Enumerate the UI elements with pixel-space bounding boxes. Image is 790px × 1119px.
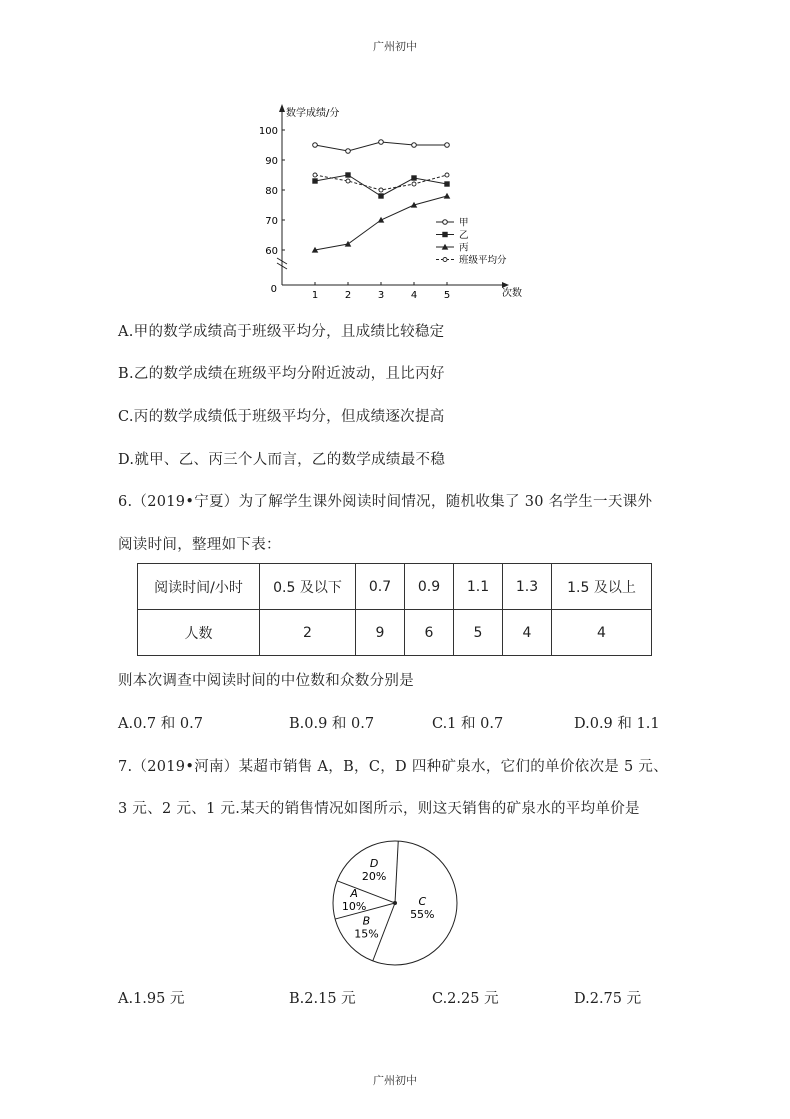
data-point bbox=[378, 217, 385, 223]
x-tick-label: 4 bbox=[410, 290, 418, 301]
table-header-cell: 0.7 bbox=[356, 564, 405, 610]
pie-slice-percent: 15% bbox=[354, 927, 379, 941]
q6-question: 则本次调查中阅读时间的中位数和众数分别是 bbox=[118, 673, 414, 689]
table-row bbox=[138, 610, 652, 656]
pie-slice-percent: 10% bbox=[341, 899, 367, 913]
x-tick-label: 5 bbox=[443, 290, 451, 301]
legend-marker bbox=[443, 258, 447, 262]
q7-stem-line1: 7.（2019•河南）某超市销售 A，B，C，D 四种矿泉水，它们的单价依次是 5 元、 bbox=[118, 759, 668, 775]
q5-option-b: B.乙的数学成绩在班级平均分附近波动，且比丙好 bbox=[118, 366, 445, 382]
q6-option-a: A.0.7 和 0.7 bbox=[118, 716, 203, 732]
pie-slice-label: B bbox=[362, 914, 371, 928]
legend-label: 甲 bbox=[459, 217, 469, 229]
data-point bbox=[345, 172, 350, 177]
q5-option-a: A.甲的数学成绩高于班级平均分，且成绩比较稳定 bbox=[118, 324, 445, 340]
table-header-cell: 0.9 bbox=[405, 564, 454, 610]
pie-chart bbox=[325, 833, 465, 973]
data-point bbox=[378, 193, 383, 198]
data-point bbox=[444, 193, 451, 199]
q6-stem-line1: 6.（2019•宁夏）为了解学生课外阅读时间情况，随机收集了 30 名学生一天课外 bbox=[118, 494, 653, 510]
q6-option-b: B.0.9 和 0.7 bbox=[289, 716, 375, 732]
y-tick-label: 90 bbox=[265, 156, 278, 167]
pie-slice-percent: 55% bbox=[410, 907, 435, 921]
line-chart bbox=[258, 100, 542, 305]
page-footer: 广州初中 bbox=[373, 1074, 417, 1087]
data-point bbox=[346, 179, 350, 183]
data-point bbox=[379, 188, 383, 192]
data-point bbox=[313, 143, 318, 148]
q5-option-d: D.就甲、乙、丙三个人而言，乙的数学成绩最不稳 bbox=[118, 452, 446, 468]
page-header: 广州初中 bbox=[373, 40, 417, 53]
data-point bbox=[445, 143, 450, 148]
q5-option-c: C.丙的数学成绩低于班级平均分，但成绩逐次提高 bbox=[118, 409, 445, 425]
pie-slice-label: A bbox=[350, 886, 358, 900]
data-point bbox=[411, 175, 416, 180]
x-tick-label: 3 bbox=[377, 290, 385, 301]
data-point bbox=[379, 140, 384, 145]
data-point bbox=[313, 173, 317, 177]
pie-center-dot bbox=[393, 901, 397, 905]
q7-option-c: C.2.25 元 bbox=[432, 991, 499, 1007]
table-cell: 6 bbox=[405, 610, 454, 656]
table-row bbox=[138, 564, 652, 610]
table-header-cell: 0.5 及以下 bbox=[260, 564, 356, 610]
table-cell: 人数 bbox=[138, 610, 260, 656]
x-axis-label: 次数 bbox=[502, 288, 522, 299]
pie-slice-label: C bbox=[418, 894, 427, 908]
y-tick-label: 60 bbox=[265, 246, 278, 257]
table-cell: 5 bbox=[454, 610, 503, 656]
table-cell: 4 bbox=[552, 610, 652, 656]
q7-option-a: A.1.95 元 bbox=[118, 991, 185, 1007]
table-cell: 2 bbox=[260, 610, 356, 656]
x-tick-label: 2 bbox=[344, 290, 352, 301]
legend-marker bbox=[443, 220, 448, 225]
data-point bbox=[445, 173, 449, 177]
table-cell: 9 bbox=[356, 610, 405, 656]
pie-slice-percent: 20% bbox=[361, 869, 387, 883]
legend-label: 乙 bbox=[459, 230, 469, 241]
legend-marker bbox=[442, 232, 447, 237]
y-axis-label: 数学成绩/分 bbox=[286, 108, 340, 119]
y-axis-arrow bbox=[279, 104, 285, 112]
pie-slice-label: D bbox=[369, 856, 379, 870]
y-tick-label: 80 bbox=[265, 186, 278, 197]
legend-label: 班级平均分 bbox=[459, 255, 507, 266]
reading-time-table bbox=[137, 563, 652, 656]
x-tick-label: 1 bbox=[311, 290, 319, 301]
q7-stem-line2: 3 元、2 元、1 元.某天的销售情况如图所示，则这天销售的矿泉水的平均单价是 bbox=[118, 801, 640, 817]
data-point bbox=[412, 182, 416, 186]
q7-option-d: D.2.75 元 bbox=[574, 991, 642, 1007]
series-line bbox=[315, 196, 447, 250]
q6-option-d: D.0.9 和 1.1 bbox=[574, 716, 660, 732]
q7-option-b: B.2.15 元 bbox=[289, 991, 356, 1007]
q6-stem-line2: 阅读时间，整理如下表： bbox=[118, 537, 281, 553]
data-point bbox=[444, 181, 449, 186]
data-point bbox=[346, 149, 351, 154]
table-cell: 4 bbox=[503, 610, 552, 656]
y-tick-label: 70 bbox=[265, 216, 278, 227]
q6-option-c: C.1 和 0.7 bbox=[432, 716, 504, 732]
data-point bbox=[345, 241, 352, 247]
data-point bbox=[312, 178, 317, 183]
legend-label: 丙 bbox=[459, 242, 469, 254]
y-tick-label: 100 bbox=[258, 126, 278, 137]
table-header-cell: 1.3 bbox=[503, 564, 552, 610]
data-point bbox=[412, 143, 417, 148]
table-header-cell: 阅读时间/小时 bbox=[138, 564, 260, 610]
table-header-cell: 1.1 bbox=[454, 564, 503, 610]
origin-label: 0 bbox=[270, 284, 277, 295]
table-header-cell: 1.5 及以上 bbox=[552, 564, 652, 610]
